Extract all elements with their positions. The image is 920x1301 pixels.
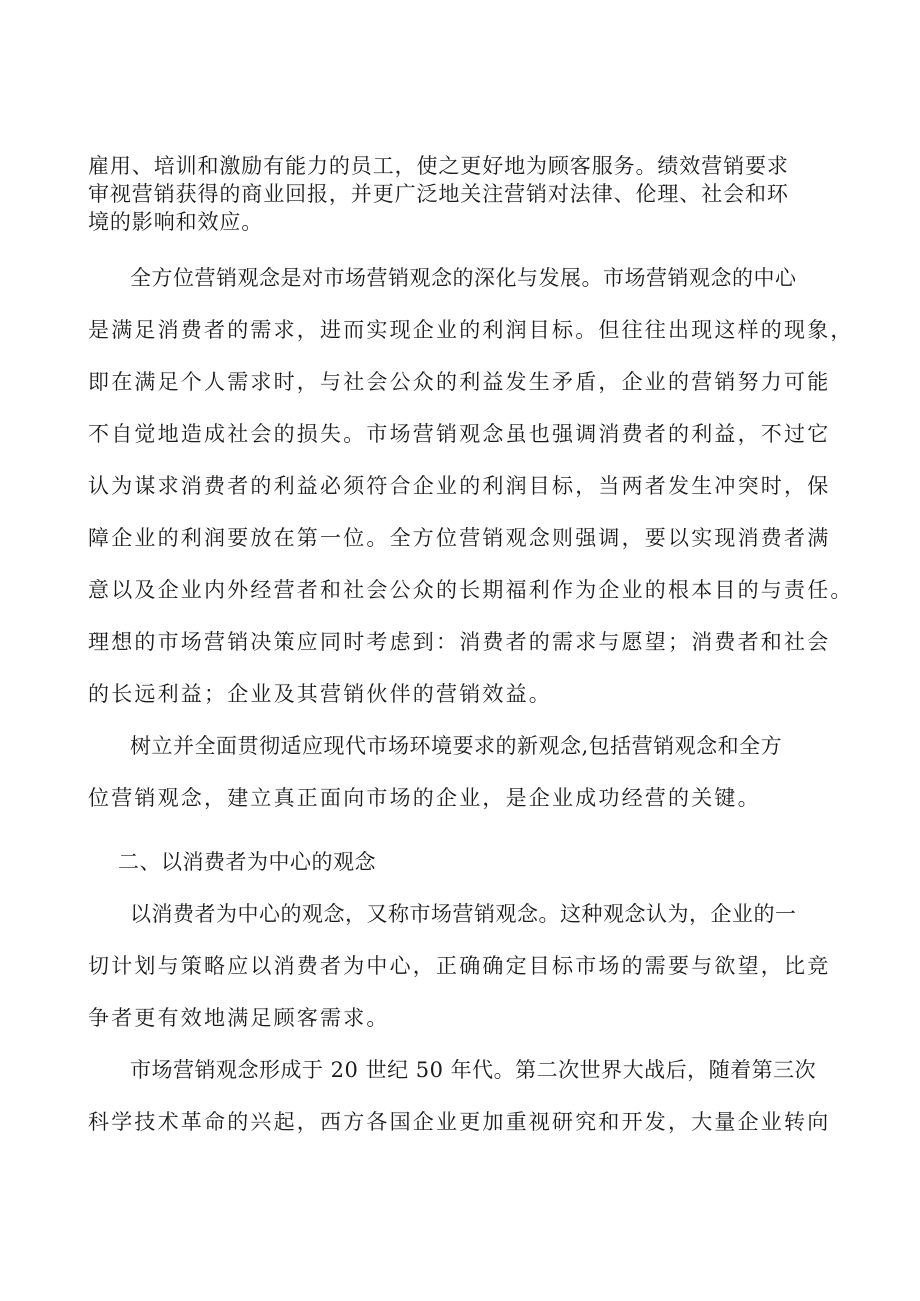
- text-line: 树立并全面贯彻适应现代市场环境要求的新观念,包括营销观念和全方: [130, 734, 783, 758]
- text-line: 是满足消费者的需求，进而实现企业的利润目标。但往往出现这样的现象，: [88, 318, 854, 342]
- text-line: 切计划与策略应以消费者为中心，正确确定目标市场的需要与欲望，比竞: [88, 954, 831, 978]
- text-line: 不自觉地造成社会的损失。市场营销观念虽也强调消费者的利益，不过它: [88, 422, 831, 446]
- text-line: 境的影响和效应。: [88, 210, 264, 234]
- text-line: 审视营销获得的商业回报，并更广泛地关注营销对法律、伦理、社会和环: [88, 182, 789, 206]
- text-line: 认为谋求消费者的利益必须符合企业的利润目标，当两者发生冲突时，保: [88, 474, 831, 498]
- text-line: 争者更有效地满足顾客需求。: [88, 1006, 390, 1030]
- text-line: 理想的市场营销决策应同时考虑到：消费者的需求与愿望；消费者和社会: [88, 630, 831, 654]
- text-line: 以消费者为中心的观念，又称市场营销观念。这种观念认为，企业的一: [130, 902, 797, 926]
- text-line: 位营销观念，建立真正面向市场的企业，是企业成功经营的关键。: [88, 786, 761, 810]
- text-line: 全方位营销观念是对市场营销观念的深化与发展。市场营销观念的中心: [130, 266, 797, 290]
- text-line: 即在满足个人需求时，与社会公众的利益发生矛盾，企业的营销努力可能: [88, 370, 831, 394]
- text-line: 的长远利益；企业及其营销伙伴的营销效益。: [88, 682, 552, 706]
- text-line: 障企业的利润要放在第一位。全方位营销观念则强调，要以实现消费者满: [88, 526, 831, 550]
- text-line: 科学技术革命的兴起，西方各国企业更加重视研究和开发，大量企业转向: [88, 1110, 831, 1134]
- section-heading: 二、以消费者为中心的观念: [118, 850, 376, 874]
- text-line: 意以及企业内外经营者和社会公众的长期福利作为企业的根本目的与责任。: [88, 578, 854, 602]
- text-line: 雇用、培训和激励有能力的员工，使之更好地为顾客服务。绩效营销要求: [88, 154, 789, 178]
- text-line: 市场营销观念形成于 20 世纪 50 年代。第二次世界大战后，随着第三次: [130, 1058, 817, 1082]
